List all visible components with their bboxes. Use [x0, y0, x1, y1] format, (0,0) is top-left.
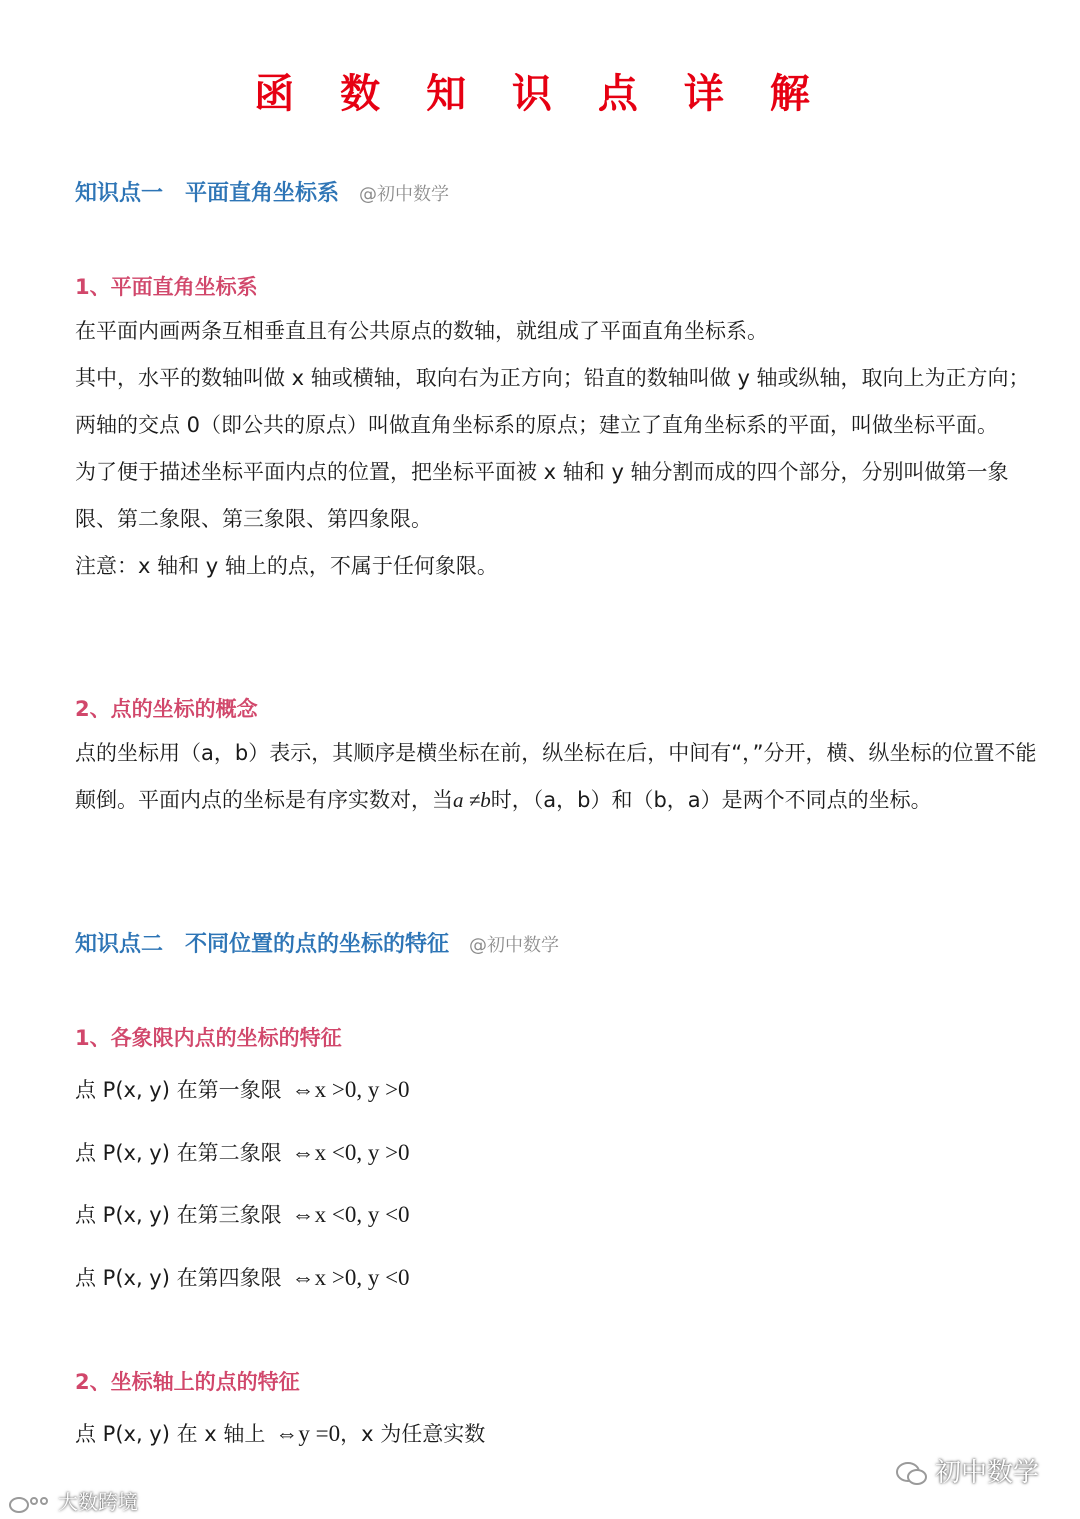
row-math: ⇔x <0, y >0 [291, 1140, 410, 1165]
page-title: 函 数 知 识 点 详 解 [254, 71, 826, 117]
paragraph-line [75, 730, 1040, 824]
quadrant-row-1 [75, 1074, 410, 1104]
kp2-label: 知识点二 [75, 932, 164, 957]
quadrant-row-2 [75, 1137, 410, 1167]
row-text: 点 P(x, y) 在第一象限 [75, 1078, 282, 1102]
kp1-title: 平面直角坐标系 [185, 181, 340, 206]
kp2-title: 不同位置的点的坐标的特征 [185, 932, 450, 957]
paragraph-line: 注意：x 轴和 y 轴上的点，不属于任何象限。 [75, 554, 498, 578]
kp1-tag: @初中数学 [359, 184, 450, 205]
paragraph-coordinate-system [75, 308, 1040, 590]
kp2-tag: @初中数学 [469, 935, 560, 956]
watermark-weibo [8, 1486, 138, 1515]
wechat-icon [895, 1460, 929, 1488]
weibo-icon [8, 1493, 54, 1515]
row-text: 点 P(x, y) 在 x 轴上 [75, 1422, 266, 1446]
kp1-label: 知识点一 [75, 181, 164, 206]
paragraph-line: 在平面内画两条互相垂直且有公共原点的数轴，就组成了平面直角坐标系。 [75, 319, 768, 343]
section-heading-kp1 [75, 176, 449, 207]
math-inequality: a ≠b [453, 788, 491, 812]
section-heading-kp2 [75, 927, 559, 958]
subheading-coordinate-system: 1、平面直角坐标系 [75, 275, 258, 299]
watermark-wechat [895, 1452, 1039, 1489]
row-text: 点 P(x, y) 在第二象限 [75, 1141, 282, 1165]
axis-row-x [75, 1418, 485, 1448]
row-math: ⇔y =0 [275, 1421, 341, 1446]
subheading-quadrant-features: 1、各象限内点的坐标的特征 [75, 1026, 342, 1050]
watermark-right-text: 初中数学 [935, 1458, 1040, 1488]
subheading-axis-points: 2、坐标轴上的点的特征 [75, 1370, 300, 1394]
paragraph-line: 其中，水平的数轴叫做 x 轴或横轴，取向右为正方向；铅直的数轴叫做 y 轴或纵轴，取向上为正方向；两轴的交点 0（即公共的原点）叫做直角坐标系的原点；建立了直角坐标系的平面，叫做坐标平面。 [75, 366, 1030, 437]
paragraph-point-coordinates [75, 730, 1040, 824]
row-text: 点 P(x, y) 在第三象限 [75, 1203, 282, 1227]
text-run: 时，（a，b）和（b，a）是两个不同点的坐标。 [490, 788, 932, 812]
row-math: ⇔x <0, y <0 [291, 1202, 410, 1227]
quadrant-row-4 [75, 1262, 410, 1292]
paragraph-line: 为了便于描述坐标平面内点的位置，把坐标平面被 x 轴和 y 轴分割而成的四个部分，分别叫做第一象限、第二象限、第三象限、第四象限。 [75, 460, 1009, 531]
row-tail: ，x 为任意实数 [340, 1422, 486, 1446]
row-math: ⇔x >0, y <0 [291, 1265, 410, 1290]
subheading-point-coordinates: 2、点的坐标的概念 [75, 697, 258, 721]
row-math: ⇔x >0, y >0 [291, 1077, 410, 1102]
row-text: 点 P(x, y) 在第四象限 [75, 1266, 282, 1290]
watermark-left-text: 大数跨境 [58, 1490, 138, 1514]
text-run: 点的坐标用（a，b）表示，其顺序是横坐标在前，纵坐标在后，中间有“，”分开，横、纵坐标的位置不能颠倒。平面内点的坐标是有序实数对，当 [75, 741, 1037, 812]
quadrant-row-3 [75, 1199, 410, 1229]
